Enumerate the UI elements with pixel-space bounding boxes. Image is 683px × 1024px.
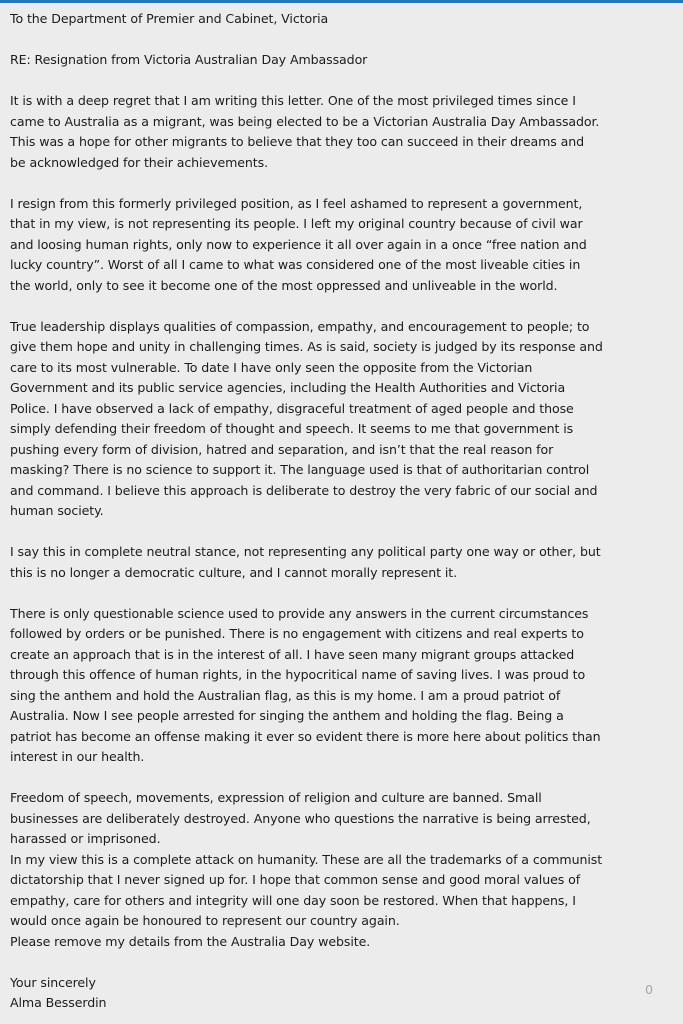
paragraph-2	[10, 194, 678, 297]
paragraph-1	[10, 91, 678, 173]
text-line: businesses are deliberately destroyed. Anyone who questions the narrative is being arrested,	[10, 810, 591, 826]
text-line: human society.	[10, 503, 104, 518]
text-line: This was a hope for other migrants to believe that they too can succeed in their dreams and	[10, 134, 585, 149]
text-line: Please remove my details from the Australia Day website.	[10, 933, 371, 949]
paragraph-4	[10, 542, 678, 583]
text-line: care to its most vulnerable. To date I have only seen the opposite from the Victorian	[10, 359, 533, 375]
paragraph-3	[10, 317, 678, 522]
text-line: that in my view, is not representing its people. I left my original country because of civil war	[10, 216, 583, 231]
paragraph-5	[10, 604, 678, 768]
text-line: Police. I have observed a lack of empathy, disgraceful treatment of aged people and those	[10, 400, 574, 416]
text-line: followed by orders or be punished. There is no engagement with citizens and real experts to	[10, 626, 584, 641]
text-line: give them hope and unity in challenging times. As is said, society is judged by its response and	[10, 339, 603, 354]
text-line: pushing every form of division, hatred and separation, and isn’t that the real reason for	[10, 441, 554, 457]
text-line: through this offence of human rights, in the hypocritical name of saving lives. I was proud to	[10, 667, 586, 682]
text-line: and command. I believe this approach is deliberate to destroy the very fabric of our social and	[10, 482, 598, 498]
text-line: came to Australia as a migrant, was being elected to be a Victorian Australia Day Ambassador.	[10, 113, 600, 129]
text-line: I resign from this formerly privileged position, as I feel ashamed to represent a government,	[10, 195, 583, 211]
text-line: There is only questionable science used to provide any answers in the current circumstances	[10, 605, 589, 621]
letter-closing: Your sincerely	[10, 974, 96, 990]
top-accent-bar	[0, 0, 683, 3]
text-line: Freedom of speech, movements, expression of religion and culture are banned. Small	[10, 790, 542, 805]
text-line: be acknowledged for their achievements.	[10, 154, 268, 170]
text-line: masking? There is no science to support it. The language used is that of authoritarian control	[10, 462, 590, 477]
text-line: Government and its public service agencies, including the Health Authorities and Victoria	[10, 380, 566, 395]
text-line: and loosing human rights, only now to experience it all over again in a once “free nation and	[10, 236, 587, 252]
text-line: empathy, care for others and integrity will one day soon be restored. When that happens, I	[10, 892, 576, 908]
text-line: would once again be honoured to represent our country again.	[10, 913, 400, 928]
paragraph-6	[10, 788, 678, 952]
text-line: harassed or imprisoned.	[10, 831, 161, 846]
text-line: Australia. Now I see people arrested for singing the anthem and holding the flag. Being a	[10, 708, 564, 723]
text-line: create an approach that is in the interest of all. I have seen many migrant groups attacked	[10, 646, 575, 662]
page-number: 0	[645, 982, 654, 997]
text-line: interest in our health.	[10, 749, 145, 764]
letter-subject: RE: Resignation from Victoria Australian Day Ambassador	[10, 52, 368, 67]
text-line: It is with a deep regret that I am writing this letter. One of the most privileged times since I	[10, 93, 576, 108]
text-line: this is no longer a democratic culture, and I cannot morally represent it.	[10, 564, 457, 580]
text-line: lucky country”. Worst of all I came to what was considered one of the most liveable cities in	[10, 257, 581, 272]
text-line: dictatorship that I never signed up for. I hope that common sense and good moral values of	[10, 872, 581, 887]
text-line: True leadership displays qualities of compassion, empathy, and encouragement to people; to	[10, 318, 590, 334]
resignation-letter	[10, 9, 678, 1014]
text-line: I say this in complete neutral stance, not representing any political party one way or other, but	[10, 544, 601, 559]
text-line: simply defending their freedom of thought and speech. It seems to me that government is	[10, 421, 574, 436]
text-line: sing the anthem and hold the Australian flag, as this is my home. I am a proud patriot of	[10, 687, 561, 703]
letter-addressee: To the Department of Premier and Cabinet, Victoria	[10, 11, 329, 26]
letter-signature: Alma Besserdin	[10, 995, 107, 1010]
text-line: patriot has become an offense making it ever so evident there is more here about politics than	[10, 728, 601, 744]
text-line: In my view this is a complete attack on humanity. These are all the trademarks of a communist	[10, 851, 603, 867]
text-line: the world, only to see it become one of the most oppressed and unliveable in the world.	[10, 277, 558, 293]
